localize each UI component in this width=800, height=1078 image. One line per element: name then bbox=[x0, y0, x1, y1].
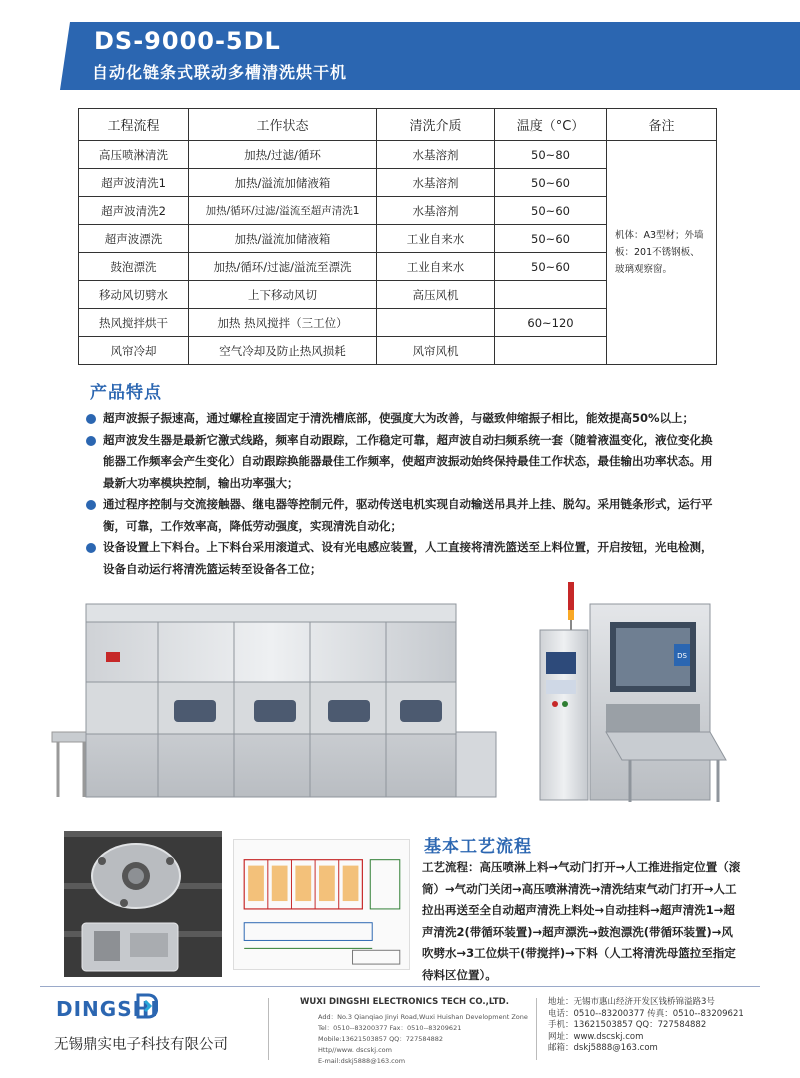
col-header-notes: 备注 bbox=[607, 109, 717, 141]
contact-cn-line: 手机：13621503857 QQ：727584882 bbox=[548, 1020, 707, 1030]
cell-medium: 风帘风机 bbox=[377, 337, 495, 365]
address-en-line: Tel：0510--83200377 Fax：0510--83209621 bbox=[318, 1024, 462, 1032]
col-header-medium: 清洗介质 bbox=[377, 109, 495, 141]
feature-item: 设备设置上下料台。上下料台采用滚道式、设有光电感应装置，人工直接将清洗篮送至上料位置，开启按钮，光电检测，设备自动运行将清洗篮运转至设备各工位； bbox=[86, 537, 716, 580]
contact-cn-line: 网址：www.dscskj.com bbox=[548, 1031, 644, 1042]
logo-mark-icon bbox=[136, 993, 158, 1019]
company-name-en: WUXI DINGSHI ELECTRONICS TECH CO.,LTD. bbox=[300, 997, 509, 1007]
feature-item: 通过程序控制与交流接触器、继电器等控制元件，驱动传送电机实现自动输送吊具并上挂、脱勾。采用链条形式，运行平衡，可靠，工作效率高，降低劳动强度，实现清洗自动化； bbox=[86, 494, 716, 537]
process-table bbox=[78, 108, 717, 365]
machine-panel-label: DS bbox=[677, 652, 687, 660]
cell-step: 鼓泡漂洗 bbox=[79, 253, 189, 281]
machine-photo bbox=[50, 582, 750, 824]
address-en-line: Mobile:13621503857 QQ：727584882 bbox=[318, 1035, 444, 1043]
footer-separator bbox=[268, 998, 269, 1060]
features-list bbox=[86, 408, 716, 580]
contact-cn-line: 邮箱：dskj5888@163.com bbox=[548, 1043, 658, 1053]
cell-status: 上下移动风切 bbox=[189, 281, 377, 309]
cell-step: 风帘冷却 bbox=[79, 337, 189, 365]
contact-cn-line: 电话：0510--83200377 传真：0510--83209621 bbox=[548, 1008, 744, 1019]
cell-medium: 水基溶剂 bbox=[377, 169, 495, 197]
cell-status: 加热/过滤/循环 bbox=[189, 141, 377, 169]
cell-medium: 高压风机 bbox=[377, 281, 495, 309]
table-header-row bbox=[79, 109, 717, 141]
brand-logo: DINGSHI bbox=[56, 997, 159, 1021]
table-row bbox=[79, 141, 717, 169]
address-en-line: Http//www. dscskj.com bbox=[318, 1046, 392, 1054]
flow-description: 工艺流程：高压喷淋上料→气动门打开→人工推进指定位置（滚筒）→气动门关闭→高压喷淋清洗→清洗结束气动门打开→人工拉出再送至全自动超声清洗上料处→自动挂料→超声清洗1→超声清洗2(带循环装置)→超声漂洗→鼓泡漂洗(带循环装置)→风吹劈水→3工位烘干(带搅拌)→下料（人工将清洗母篮拉至指定待料区位置）。 bbox=[422, 860, 741, 982]
cell-temp bbox=[495, 281, 607, 309]
part-photo bbox=[64, 831, 222, 977]
cell-status: 加热/溢流加储液箱 bbox=[189, 225, 377, 253]
col-header-status: 工作状态 bbox=[189, 109, 377, 141]
flow-title: 基本工艺流程 bbox=[424, 837, 532, 857]
cell-temp: 50~80 bbox=[495, 141, 607, 169]
cell-status: 加热 热风搅拌（三工位） bbox=[189, 309, 377, 337]
cell-status: 加热/循环/过滤/溢流至漂洗 bbox=[189, 253, 377, 281]
cell-temp: 50~60 bbox=[495, 169, 607, 197]
address-en-line: E-mail:dskj5888@163.com bbox=[318, 1057, 406, 1065]
col-header-temp: 温度（°C） bbox=[495, 109, 607, 141]
product-subtitle: 自动化链条式联动多槽清洗烘干机 bbox=[92, 63, 348, 82]
cell-step: 高压喷淋清洗 bbox=[79, 141, 189, 169]
cell-status: 加热/溢流加储液箱 bbox=[189, 169, 377, 197]
company-name-cn: 无锡鼎实电子科技有限公司 bbox=[54, 1037, 228, 1053]
cell-step: 移动风切劈水 bbox=[79, 281, 189, 309]
features-title: 产品特点 bbox=[90, 383, 162, 403]
cell-temp: 50~60 bbox=[495, 197, 607, 225]
cell-medium: 工业自来水 bbox=[377, 253, 495, 281]
contact-cn bbox=[548, 997, 744, 1055]
contact-cn-line: 地址：无锡市惠山经济开发区钱桥锦溢路3号 bbox=[548, 997, 715, 1007]
cell-notes: 机体：A3型材；外墙板：201不锈钢板、玻璃观察窗。 bbox=[607, 141, 717, 365]
model-title: DS-9000-5DL bbox=[94, 27, 281, 55]
footer-divider bbox=[40, 986, 760, 987]
cell-temp bbox=[495, 337, 607, 365]
cell-medium: 工业自来水 bbox=[377, 225, 495, 253]
feature-item: 超声波振子振速高，通过螺栓直接固定于清洗槽底部，使强度大为改善，与磁致伸缩振子相比，能效提高50%以上； bbox=[86, 408, 716, 430]
cell-status: 加热/循环/过滤/溢流至超声清洗1 bbox=[189, 197, 377, 225]
footer-separator bbox=[536, 998, 537, 1060]
banner-left-chevron bbox=[0, 22, 80, 90]
cell-status: 空气冷却及防止热风损耗 bbox=[189, 337, 377, 365]
layout-drawing bbox=[233, 839, 410, 970]
cell-step: 超声波漂洗 bbox=[79, 225, 189, 253]
cell-temp: 60~120 bbox=[495, 309, 607, 337]
address-en-line: Add：No.3 Qianqiao Jinyi Road,Wuxi Huishan Development Zone bbox=[318, 1013, 528, 1021]
cell-step: 超声波清洗2 bbox=[79, 197, 189, 225]
feature-item: 超声波发生器是最新它激式线路，频率自动跟踪，工作稳定可靠，超声波自动扫频系统一套（随着液温变化，液位变化换能器工作频率会产生变化）自动跟踪换能器最佳工作频率，使超声波振动始终保持最佳工作状态，最佳输出功率状态。用最新大功率模块控制，输出功率强大； bbox=[86, 430, 716, 495]
cell-step: 超声波清洗1 bbox=[79, 169, 189, 197]
cell-medium bbox=[377, 309, 495, 337]
address-en bbox=[318, 1012, 528, 1067]
col-header-step: 工程流程 bbox=[79, 109, 189, 141]
cell-step: 热风搅拌烘干 bbox=[79, 309, 189, 337]
cell-medium: 水基溶剂 bbox=[377, 197, 495, 225]
cell-temp: 50~60 bbox=[495, 253, 607, 281]
cell-temp: 50~60 bbox=[495, 225, 607, 253]
cell-medium: 水基溶剂 bbox=[377, 141, 495, 169]
